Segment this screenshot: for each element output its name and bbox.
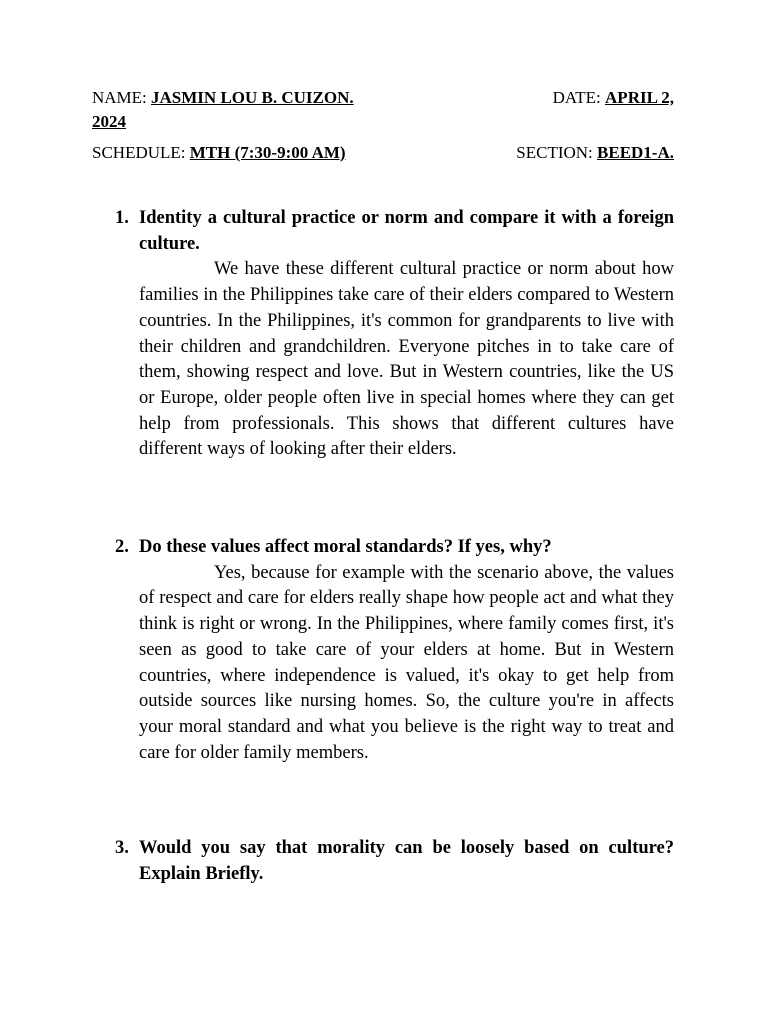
name-label: NAME: (92, 88, 147, 107)
date-label: DATE: (552, 88, 601, 107)
date-field (553, 86, 674, 110)
question-text: Identity a cultural practice or norm and compare it with a foreign culture. (139, 208, 674, 254)
date-value-year: 2024 (92, 112, 126, 131)
question-item-2 (115, 535, 674, 766)
question-item-1 (115, 206, 674, 463)
answer-text: We have these different cultural practice or norm about how families in the Philippines take care of their elders compared to Western countries. In the Philippines, it's common for grandparents to live with their children and grandchildren. Everyone pitches in to take care of them, showing respect and love. But in Western countries, like the US or Europe, older people often live in special homes where they can get help from professionals. This shows that different cultures have different ways of looking after their elders. (139, 259, 674, 460)
header-row-name-date (92, 86, 674, 134)
date-value: APRIL 2, (605, 88, 674, 107)
question-text: Would you say that morality can be loosely based on culture? Explain Briefly. (139, 838, 674, 884)
section-label: SECTION: (516, 143, 593, 162)
header-row-schedule-section (92, 141, 674, 165)
question-text: Do these values affect moral standards? If yes, why? (139, 537, 552, 557)
answer-text: Yes, because for example with the scenario above, the values of respect and care for elders really shape how people act and what they think is right or wrong. In the Philippines, where family comes first, it's seen as good to take care of your elders at home. But in Western countries, where independence is valued, it's okay to get help from outside sources like nursing homes. So, the culture you're in affects your moral standard and what you believe is the right way to treat and care for older family members. (139, 562, 674, 763)
question-number: 2. (115, 537, 129, 557)
question-number: 1. (115, 208, 129, 228)
section-field (516, 141, 674, 165)
section-value: BEED1-A. (597, 143, 674, 162)
question-number: 3. (115, 838, 129, 858)
question-item-3 (115, 836, 674, 887)
schedule-label: SCHEDULE: (92, 143, 186, 162)
name-value: JASMIN LOU B. CUIZON. (151, 88, 354, 107)
schedule-value: MTH (7:30-9:00 AM) (189, 143, 346, 162)
